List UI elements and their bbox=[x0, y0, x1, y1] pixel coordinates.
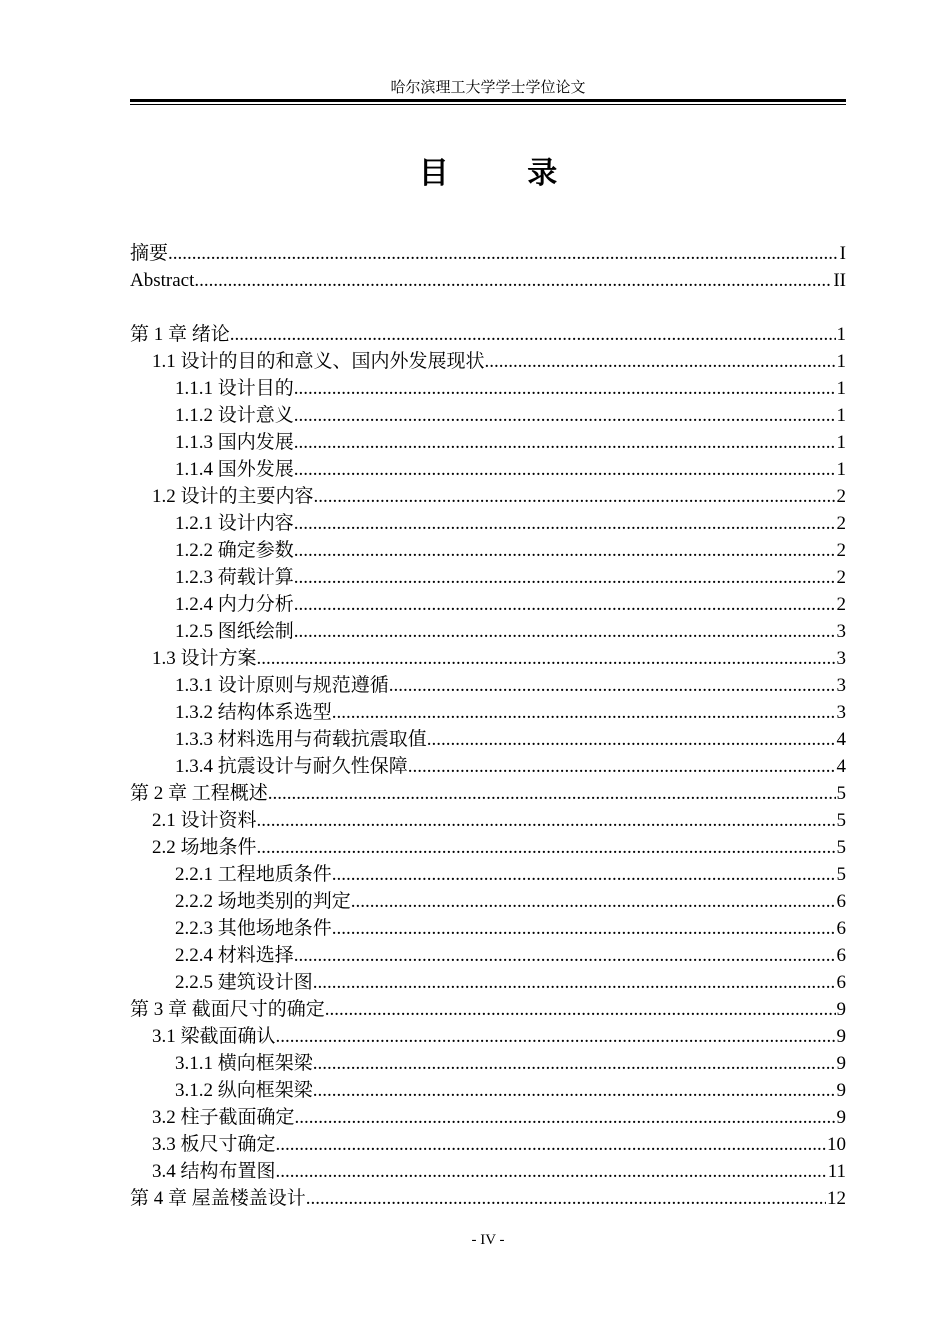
toc-entry[interactable] bbox=[130, 483, 846, 510]
toc-leader-dots bbox=[276, 1158, 827, 1185]
toc-entry[interactable] bbox=[130, 753, 846, 780]
toc-entry[interactable] bbox=[130, 564, 846, 591]
toc-entry[interactable] bbox=[130, 942, 846, 969]
table-of-contents bbox=[130, 240, 846, 1212]
toc-entry-label: 2.2.3 其他场地条件 bbox=[175, 918, 332, 939]
toc-leader-dots bbox=[389, 672, 836, 699]
toc-entry-label: 1.1.2 设计意义 bbox=[175, 405, 294, 426]
toc-leader-dots bbox=[427, 726, 836, 753]
toc-leader-dots bbox=[268, 780, 836, 807]
toc-entry-label: 1.2.4 内力分析 bbox=[175, 594, 294, 615]
toc-leader-dots bbox=[314, 483, 836, 510]
toc-entry[interactable] bbox=[130, 1104, 846, 1131]
toc-entry-label: 1.1 设计的目的和意义、国内外发展现状 bbox=[152, 351, 485, 372]
toc-leader-dots bbox=[294, 564, 836, 591]
toc-leader-dots bbox=[313, 1077, 836, 1104]
toc-entry-page: 9 bbox=[836, 1107, 846, 1128]
toc-entry-label: 1.2.5 图纸绘制 bbox=[175, 621, 294, 642]
toc-entry-page: 2 bbox=[836, 486, 846, 507]
toc-entry-label: 1.2.3 荷载计算 bbox=[175, 567, 294, 588]
toc-leader-dots bbox=[294, 402, 836, 429]
toc-leader-dots bbox=[485, 348, 836, 375]
toc-entry-page: 5 bbox=[836, 864, 846, 885]
toc-leader-dots bbox=[332, 699, 836, 726]
header-rule-thick bbox=[130, 99, 846, 102]
toc-leader-dots bbox=[276, 1023, 836, 1050]
toc-leader-dots bbox=[294, 537, 836, 564]
toc-entry[interactable] bbox=[130, 1023, 846, 1050]
toc-leader-dots bbox=[295, 1104, 836, 1131]
toc-entry[interactable] bbox=[130, 456, 846, 483]
toc-entry-page: 2 bbox=[836, 513, 846, 534]
toc-entry[interactable] bbox=[130, 996, 846, 1023]
toc-entry-label: 第 4 章 屋盖楼盖设计 bbox=[130, 1188, 306, 1209]
toc-entry-label: 3.1.2 纵向框架梁 bbox=[175, 1080, 313, 1101]
toc-entry[interactable] bbox=[130, 861, 846, 888]
toc-leader-dots bbox=[351, 888, 836, 915]
toc-entry-page: I bbox=[839, 243, 846, 264]
page-number: - IV - bbox=[471, 1232, 505, 1248]
toc-leader-dots bbox=[294, 618, 836, 645]
toc-entry[interactable] bbox=[130, 267, 846, 294]
toc-entry-label: 3.1 梁截面确认 bbox=[152, 1026, 276, 1047]
toc-entry-page: 5 bbox=[836, 783, 846, 804]
toc-entry[interactable] bbox=[130, 537, 846, 564]
toc-entry[interactable] bbox=[130, 888, 846, 915]
toc-entry-page: 3 bbox=[836, 621, 846, 642]
toc-entry-label: 第 3 章 截面尺寸的确定 bbox=[130, 999, 325, 1020]
toc-entry-page: 3 bbox=[836, 648, 846, 669]
toc-entry[interactable] bbox=[130, 402, 846, 429]
toc-entry-label: 1.3.2 结构体系选型 bbox=[175, 702, 332, 723]
toc-entry-label: 3.3 板尺寸确定 bbox=[152, 1134, 276, 1155]
toc-entry-page: 5 bbox=[836, 810, 846, 831]
toc-leader-dots bbox=[332, 861, 836, 888]
toc-entry[interactable] bbox=[130, 726, 846, 753]
toc-entry[interactable] bbox=[130, 1185, 846, 1212]
toc-entry[interactable] bbox=[130, 780, 846, 807]
toc-entry-label: 第 1 章 绪论 bbox=[130, 324, 230, 345]
toc-entry-page: 6 bbox=[836, 918, 846, 939]
toc-entry-label: 第 2 章 工程概述 bbox=[130, 783, 268, 804]
toc-entry[interactable] bbox=[130, 1131, 846, 1158]
toc-entry-page: 6 bbox=[836, 891, 846, 912]
toc-entry-page: 1 bbox=[836, 405, 846, 426]
toc-entry-page: 4 bbox=[836, 729, 846, 750]
toc-entry-page: 9 bbox=[836, 1026, 846, 1047]
toc-entry[interactable] bbox=[130, 1077, 846, 1104]
toc-entry-page: II bbox=[833, 270, 846, 291]
toc-entry-label: 2.1 设计资料 bbox=[152, 810, 257, 831]
toc-entry-page: 2 bbox=[836, 540, 846, 561]
toc-entry[interactable] bbox=[130, 1050, 846, 1077]
toc-entry-page: 1 bbox=[836, 351, 846, 372]
toc-entry-page: 9 bbox=[836, 999, 846, 1020]
toc-entry-page: 2 bbox=[836, 567, 846, 588]
toc-leader-dots bbox=[230, 321, 836, 348]
toc-entry-label: 1.1.3 国内发展 bbox=[175, 432, 294, 453]
toc-entry-label: 1.3.3 材料选用与荷载抗震取值 bbox=[175, 729, 427, 750]
toc-entry[interactable] bbox=[130, 672, 846, 699]
toc-leader-dots bbox=[313, 1050, 836, 1077]
toc-entry[interactable] bbox=[130, 699, 846, 726]
toc-entry[interactable] bbox=[130, 969, 846, 996]
toc-entry-label: 1.1.4 国外发展 bbox=[175, 459, 294, 480]
header-rule-thin bbox=[130, 104, 846, 105]
toc-entry[interactable] bbox=[130, 645, 846, 672]
toc-chapters bbox=[130, 321, 846, 1212]
toc-entry[interactable] bbox=[130, 321, 846, 348]
toc-entry-label: 2.2 场地条件 bbox=[152, 837, 257, 858]
toc-entry-label: 2.2.2 场地类别的判定 bbox=[175, 891, 351, 912]
toc-leader-dots bbox=[257, 645, 836, 672]
toc-entry-label: 1.3.4 抗震设计与耐久性保障 bbox=[175, 756, 408, 777]
toc-entry-page: 1 bbox=[836, 432, 846, 453]
toc-entry[interactable] bbox=[130, 375, 846, 402]
toc-entry-label: 1.2.1 设计内容 bbox=[175, 513, 294, 534]
toc-entry-page: 1 bbox=[836, 324, 846, 345]
toc-spacer bbox=[130, 294, 846, 321]
toc-leader-dots bbox=[313, 969, 836, 996]
toc-entry[interactable] bbox=[130, 429, 846, 456]
toc-leader-dots bbox=[276, 1131, 826, 1158]
toc-leader-dots bbox=[294, 375, 836, 402]
toc-entry-page: 9 bbox=[836, 1080, 846, 1101]
toc-entry-label: 2.2.5 建筑设计图 bbox=[175, 972, 313, 993]
toc-entry[interactable] bbox=[130, 834, 846, 861]
toc-entry-label: 1.3.1 设计原则与规范遵循 bbox=[175, 675, 389, 696]
toc-entry-label: 1.2.2 确定参数 bbox=[175, 540, 294, 561]
toc-entry-page: 11 bbox=[827, 1161, 846, 1182]
toc-leader-dots bbox=[294, 510, 836, 537]
toc-leader-dots bbox=[332, 915, 836, 942]
toc-entry-label: 2.2.1 工程地质条件 bbox=[175, 864, 332, 885]
toc-leader-dots bbox=[325, 996, 836, 1023]
toc-entry-label: 1.3 设计方案 bbox=[152, 648, 257, 669]
toc-entry-label: 3.4 结构布置图 bbox=[152, 1161, 276, 1182]
toc-entry-page: 1 bbox=[836, 459, 846, 480]
toc-entry-label: 3.1.1 横向框架梁 bbox=[175, 1053, 313, 1074]
toc-leader-dots bbox=[306, 1185, 826, 1212]
toc-entry-page: 3 bbox=[836, 702, 846, 723]
page-title: 目 录 bbox=[418, 156, 592, 191]
toc-leader-dots bbox=[294, 942, 836, 969]
toc-entry-page: 3 bbox=[836, 675, 846, 696]
toc-leader-dots bbox=[257, 807, 836, 834]
toc-entry-page: 12 bbox=[827, 1188, 846, 1209]
toc-entry[interactable] bbox=[130, 618, 846, 645]
toc-entry-page: 9 bbox=[836, 1053, 846, 1074]
toc-leader-dots bbox=[294, 456, 836, 483]
toc-entry[interactable] bbox=[130, 1158, 846, 1185]
toc-entry-label: 1.1.1 设计目的 bbox=[175, 378, 294, 399]
toc-leader-dots bbox=[168, 240, 839, 267]
toc-entry-label: 3.2 柱子截面确定 bbox=[152, 1107, 295, 1128]
toc-entry[interactable] bbox=[130, 510, 846, 537]
toc-entry[interactable] bbox=[130, 915, 846, 942]
toc-leader-dots bbox=[257, 834, 836, 861]
running-header: 哈尔滨理工大学学士学位论文 bbox=[390, 80, 586, 96]
toc-entry-page: 4 bbox=[836, 756, 846, 777]
toc-entry[interactable] bbox=[130, 807, 846, 834]
toc-entry-page: 10 bbox=[827, 1134, 846, 1155]
toc-entry[interactable] bbox=[130, 240, 846, 267]
toc-leader-dots bbox=[194, 267, 832, 294]
toc-entry[interactable] bbox=[130, 591, 846, 618]
toc-leader-dots bbox=[294, 591, 836, 618]
toc-leader-dots bbox=[408, 753, 836, 780]
toc-leader-dots bbox=[294, 429, 836, 456]
toc-entry-label: 摘要 bbox=[130, 243, 169, 264]
toc-entry-label: 2.2.4 材料选择 bbox=[175, 945, 294, 966]
toc-entry-page: 5 bbox=[836, 837, 846, 858]
toc-entry-label: Abstract bbox=[130, 270, 195, 291]
toc-entry-label: 1.2 设计的主要内容 bbox=[152, 486, 314, 507]
toc-entry-page: 1 bbox=[836, 378, 846, 399]
toc-entry[interactable] bbox=[130, 348, 846, 375]
toc-entry-page: 6 bbox=[836, 972, 846, 993]
toc-front-matter bbox=[130, 240, 846, 294]
toc-entry-page: 6 bbox=[836, 945, 846, 966]
toc-entry-page: 2 bbox=[836, 594, 846, 615]
